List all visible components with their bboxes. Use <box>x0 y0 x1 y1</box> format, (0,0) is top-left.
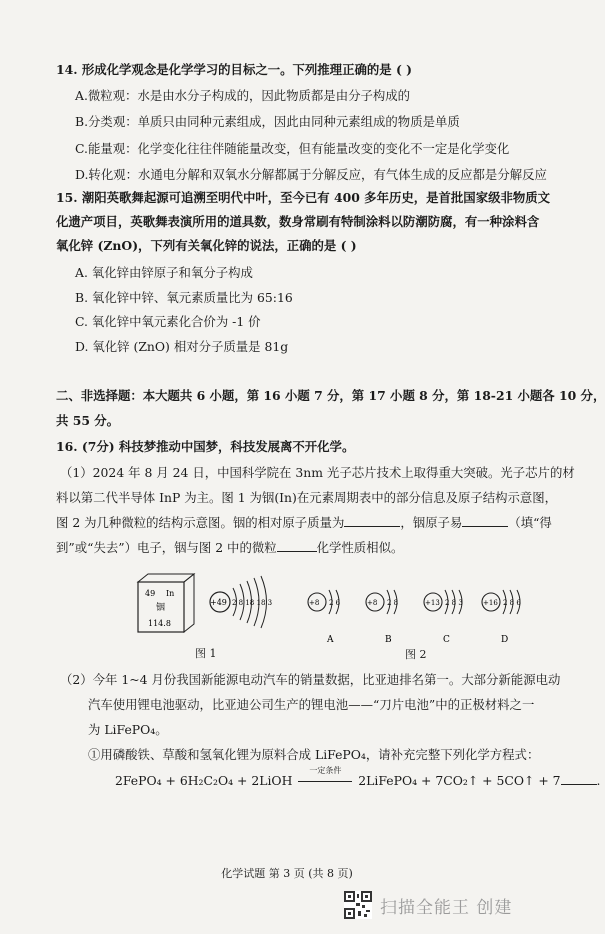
qr-code-icon <box>344 891 372 919</box>
element-symbol: In <box>166 589 175 598</box>
q16-part1-line1: （1）2024 年 8 月 24 日，中国科学院在 3nm 光子芯片技术上取得重大突破。光子芯片的材 <box>60 465 575 480</box>
particle-nucleus: +8 <box>309 599 320 607</box>
nucleus-charge: +49 <box>210 598 227 607</box>
particle-shells: 2 6 <box>329 599 341 607</box>
particle-a <box>308 590 341 645</box>
particle-b <box>366 590 398 645</box>
figure-1-caption: 图 1 <box>195 647 217 660</box>
answer-blank-mass[interactable] <box>344 515 400 527</box>
electron-shells: 2 8 18 18 3 <box>232 599 273 607</box>
reaction-condition: 一定条件 <box>309 766 342 775</box>
q15-option-c: C. 氧化锌中氧元素化合价为 -1 价 <box>75 314 261 329</box>
answer-blank-electron[interactable] <box>462 515 508 527</box>
element-card <box>138 574 194 632</box>
q15-option-a: A. 氧化锌由锌原子和氧分子构成 <box>75 265 253 280</box>
equation-reactants: 2FePO₄ + 6H₂C₂O₄ + 2LiOH <box>115 773 293 788</box>
answer-blank-particle[interactable] <box>277 540 317 552</box>
q15-option-b: B. 氧化锌中锌、氧元素质量比为 65:16 <box>75 290 293 305</box>
equation-products: 2LiFePO₄ + 7CO₂↑ + 5CO↑ + 7 <box>358 773 561 788</box>
q16-part1-line2: 料以第二代半导体 InP 为主。图 1 为铟(In)在元素周期表中的部分信息及原子结构示意图， <box>56 490 558 505</box>
atomic-number: 49 <box>145 589 156 598</box>
particle-nucleus: +13 <box>425 599 440 607</box>
particle-label: D <box>501 635 509 645</box>
answer-blank-product[interactable] <box>561 773 597 785</box>
figure-2-caption: 图 2 <box>405 648 427 661</box>
particle-label: A <box>327 635 334 645</box>
q16-stem: 16. (7分) 科技梦推动中国梦，科技发展离不开化学。 <box>56 439 355 454</box>
q16-part2-line3: 为 LiFePO₄。 <box>88 722 168 737</box>
q15-stem-line2: 化遗产项目，英歌舞表演所用的道具数，数身常刷有特制涂料以防潮防腐，有一种涂料含 <box>56 214 540 229</box>
section2-line2: 共 55 分。 <box>56 413 120 428</box>
reaction-arrow <box>296 766 354 789</box>
q16-part2-line1: （2）今年 1~4 月份我国新能源电动汽车的销量数据，比亚迪排名第一。大部分新能源电动 <box>60 672 561 687</box>
scanner-watermark <box>344 891 512 919</box>
q15-option-d: D. 氧化锌 (ZnO) 相对分子质量是 81g <box>75 339 289 354</box>
particle-d <box>482 590 521 645</box>
particle-c <box>424 590 463 645</box>
figure-1 <box>128 572 278 642</box>
particle-shells: 2 8 <box>387 599 399 607</box>
particle-label: B <box>385 635 392 645</box>
q14-option-d: D.转化观：水通电分解和双氧水分解都属于分解反应，有气体生成的反应都是分解反应 <box>75 167 547 182</box>
particle-shells: 2 8 6 <box>503 599 521 607</box>
q14-option-b: B.分类观：单质只由同种元素组成，因此由同种元素组成的物质是单质 <box>75 114 460 129</box>
section2-line1: 二、非选择题：本大题共 6 小题，第 16 小题 7 分，第 17 小题 8 分，第 18-21 小题各 10 分， <box>56 388 605 403</box>
q15-stem-line3: 氧化锌 (ZnO)，下列有关氧化锌的说法，正确的是 ( ) <box>56 238 357 253</box>
element-name: 铟 <box>156 603 166 613</box>
chemical-equation: 2FePO₄ + 6H₂C₂O₄ + 2LiOH 一定条件 2LiFePO₄ + 7CO₂↑ + 5CO↑ + 7 . <box>115 773 600 789</box>
atomic-mass: 114.8 <box>148 619 171 628</box>
particle-nucleus: +16 <box>483 599 498 607</box>
q16-part3-stem: ①用磷酸铁、草酸和氢氧化锂为原料合成 LiFePO₄，请补充完整下列化学方程式： <box>88 747 540 762</box>
q14-option-a: A.微粒观：水是由水分子构成的，因此物质都是由分子构成的 <box>75 88 411 103</box>
indium-atom-structure <box>210 576 272 628</box>
particle-nucleus: +8 <box>367 599 378 607</box>
q14-stem: 14. 形成化学观念是化学学习的目标之一。下列推理正确的是 ( ) <box>56 62 412 77</box>
q16-part1-line4: 到”或“失去”）电子，铟与图 2 中的微粒 化学性质相似。 <box>56 540 404 555</box>
q16-part2-line2: 汽车使用锂电池驱动，比亚迪公司生产的锂电池——“刀片电池”中的正极材料之一 <box>88 697 535 712</box>
particle-label: C <box>443 635 450 645</box>
particle-shells: 2 8 3 <box>445 599 463 607</box>
q14-option-c: C.能量观：化学变化往往伴随能量改变，但有能量改变的变化不一定是化学变化 <box>75 141 510 156</box>
watermark-text: 扫描全能王 创建 <box>380 897 513 918</box>
page-footer: 化学试题 第 3 页 (共 8 页) <box>221 867 353 880</box>
q16-part1-line3: 图 2 为几种微粒的结构示意图。铟的相对原子质量为 ，铟原子易 （填“得 <box>56 515 552 530</box>
q15-stem-line1: 15. 潮阳英歌舞起源可追溯至明代中叶，至今已有 400 多年历史，是首批国家级非物质文 <box>56 190 551 205</box>
